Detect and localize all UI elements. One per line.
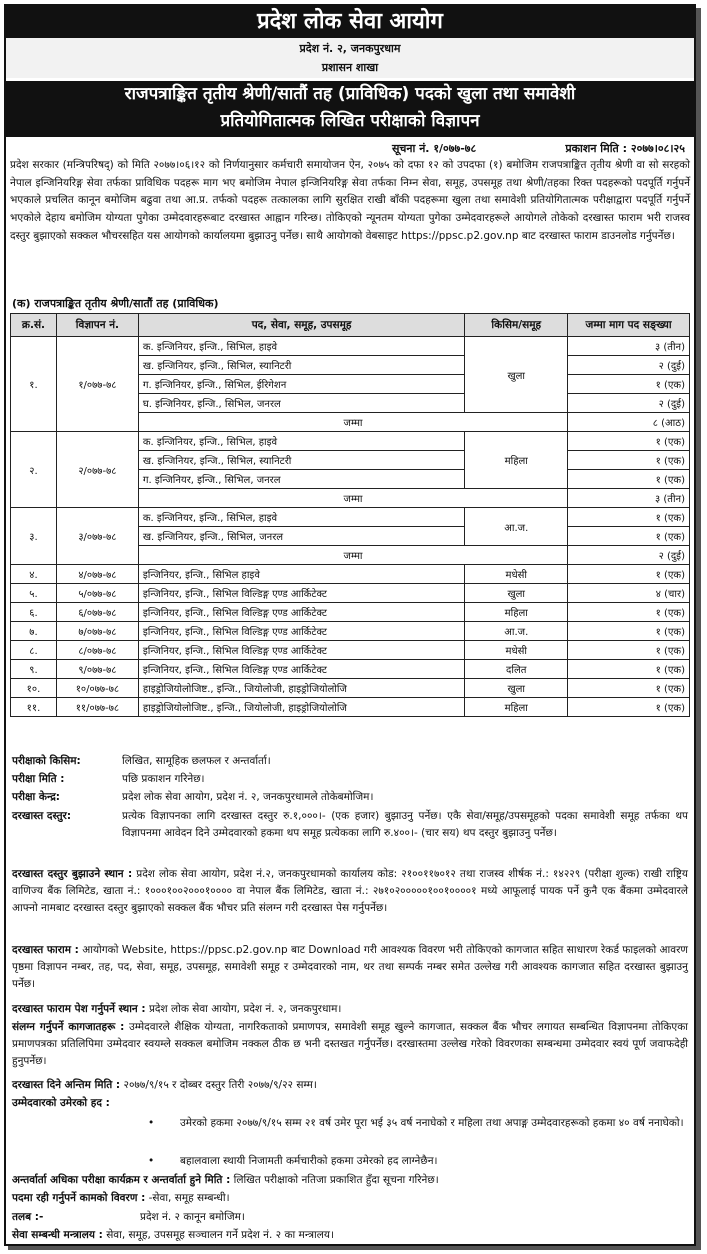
cell-adv-no: ९/०७७-७८ xyxy=(56,660,138,679)
cell-total: १ (एक) xyxy=(568,508,690,527)
cell-type: मधेसी xyxy=(465,641,568,660)
cell-post: इन्जिनियर, इन्जि., सिभिल विल्डिङ्ग एण्ड आर्किटेक्ट xyxy=(138,584,464,603)
cell-sn: ४. xyxy=(11,565,57,584)
cell-post: हाइड्रोजियोलोजिष्ट., इन्जि., जियोलोजी, हाइड्रोजियोलोजि xyxy=(138,679,464,698)
col-adv-no: विज्ञापन नं. xyxy=(56,314,138,337)
cell-type: महिला xyxy=(465,698,568,717)
exam-date-label: परीक्षा मिति : xyxy=(12,773,65,785)
cell-total: १ (एक) xyxy=(568,603,690,622)
cell-total: १ (एक) xyxy=(568,698,690,717)
table-row xyxy=(11,565,690,584)
cell-total: १ (एक) xyxy=(568,375,690,394)
cell-post: हाइड्रोजियोलोजिष्ट., इन्जि., जियोलोजी, हाइड्रोजियोलोजि xyxy=(138,698,464,717)
cell-post: ग. इन्जिनियर, इन्जि., सिभिल, ईरिगेशन xyxy=(138,375,464,394)
cell-sn: ११. xyxy=(11,698,57,717)
cell-type: महिला xyxy=(465,432,568,489)
cell-total: २ (दुई) xyxy=(568,356,690,375)
submit-place-label: दरखास्त फाराम पेश गर्नुपर्ने स्थान : xyxy=(12,1003,146,1015)
cell-post: ग. इन्जिनियर, इन्जि., सिभिल, जनरल xyxy=(138,470,464,489)
cell-total: ३ (तीन) xyxy=(568,337,690,356)
submit-place-row xyxy=(12,1001,688,1018)
cell-group-total: ८ (आठ) xyxy=(568,413,690,432)
table-row xyxy=(11,622,690,641)
cell-sn: १. xyxy=(11,337,57,432)
cell-adv-no: ८/०७७-७८ xyxy=(56,641,138,660)
docs-value: उम्मेदवारले शैक्षिक योग्यता, नागरिकताको प्रमाणपत्र, समावेशी समूह खुल्ने कागजात, सक्कल बैंक भौचर लगायत सम्बन्धित विज्ञापनमा तोकिएका प्रमाणपत्रका प्रतिलिपिमा उम्मेदवार स्वयम्ले सक्कल बमोजिम नक्कल ठीक छ भनी दस्तखत गर्नुपर्नेछ। दरखास्तमा उल्लेख गरेको विवरणका सम्बन्धमा उम्मेदवार स्वयं पूर्ण जवाफदेही हुनुपर्नेछ। xyxy=(12,1021,688,1067)
table-header-row xyxy=(11,314,690,337)
cell-type: खुला xyxy=(465,584,568,603)
salary-label: तलब :- xyxy=(12,1211,44,1223)
cell-sn: १०. xyxy=(11,679,57,698)
docs-row xyxy=(12,1019,688,1070)
interview-row xyxy=(12,1172,688,1189)
table-body xyxy=(11,337,690,717)
table-row xyxy=(11,679,690,698)
cell-total: १ (एक) xyxy=(568,565,690,584)
exam-type-row xyxy=(12,753,688,770)
commission-title: प्रदेश लोक सेवा आयोग xyxy=(6,6,694,38)
cell-type: आ.ज. xyxy=(465,622,568,641)
cell-adv-no: ३/०७७-७८ xyxy=(56,508,138,565)
heading-line-1: राजपत्राङ्कित तृतीय श्रेणी/सातौं तह (प्राविधिक) पदको खुला तथा समावेशी xyxy=(124,84,576,104)
interview-value: लिखित परीक्षाको नतिजा प्रकाशित हुँदा सूचना गरिनेछ। xyxy=(233,1174,439,1186)
cell-post: इन्जिनियर, इन्जि., सिभिल विल्डिङ्ग एण्ड आर्किटेक्ट xyxy=(138,660,464,679)
cell-total: १ (एक) xyxy=(568,470,690,489)
fee-value: प्रत्येक विज्ञापनका लागि दरखास्त दस्तुर रु.१,०००।- (एक हजार) बुझाउनु पर्नेछ। एकै सेवा/समूह/उपसमूहको पदका समावेशी समूह तर्फका थप विज्ञापनमा आवेदन दिने उम्मेदवारको हकमा थप समूह प्रत्येकका लागि रु.४००।- (चार सय) थप दस्तुर बुझाउनु पर्नेछ। xyxy=(122,810,688,839)
bullet-icon: • xyxy=(148,1155,155,1167)
exam-center-label: परीक्षा केन्द्र: xyxy=(12,791,60,803)
exam-type-value: लिखित, सामूहिक छलफल र अन्तर्वार्ता। xyxy=(122,755,271,767)
cell-total: ४ (चार) xyxy=(568,584,690,603)
work-value: -सेवा, समूह सम्बन्धी। xyxy=(148,1192,230,1204)
form-label: दरखास्त फाराम : xyxy=(12,944,79,956)
advertisement-heading xyxy=(6,81,694,137)
cell-post: ख. इन्जिनियर, इन्जि., सिभिल, जनरल xyxy=(138,527,464,546)
cell-type: खुला xyxy=(465,679,568,698)
fee-place-row xyxy=(12,866,688,917)
age-row xyxy=(12,1095,688,1112)
ministry-value: सेवा, समूह, उपसमूह सञ्चालन गर्ने प्रदेश नं. २ का मन्त्रालय। xyxy=(106,1229,334,1241)
cell-adv-no: १०/०७७-७८ xyxy=(56,679,138,698)
cell-total: १ (एक) xyxy=(568,527,690,546)
cell-total: १ (एक) xyxy=(568,432,690,451)
cell-adv-no: ११/०७७-७८ xyxy=(56,698,138,717)
exam-center-value: प्रदेश लोक सेवा आयोग, प्रदेश नं. २, जनकपुरधामले तोकेबमोजिम। xyxy=(122,791,374,803)
fee-place-value: प्रदेश लोक सेवा आयोग, प्रदेश नं.२, जनकपुरधामको कार्यालय कोड: २१००११७०१२ तथा राजस्व शीर्षक नं.: १४२२९ (परीक्षा शुल्क) राखी राष्ट्रिय वाणिज्य बैंक लिमिटेड, खाता नं.: १०००१००२०००१०००० वा नेपाल बैंक लिमिटेड, खाता नं.: २७१०२०००००१००१००००१ मध्ये आफूलाई पायक पर्ने कुनै एक बैंकमा उम्मेदवारले आफ्नो नामबाट दरखास्त दस्तुर बुझाएको सक्कल बैंक भौचर प्रति संलग्न गरी दरखास्त पेस गर्नुपर्नेछ। xyxy=(12,868,689,914)
cell-post: ख. इन्जिनियर, इन्जि., सिभिल, स्यानिटरी xyxy=(138,451,464,470)
table-row xyxy=(11,660,690,679)
cell-adv-no: २/०७७-७८ xyxy=(56,432,138,508)
cell-adv-no: ४/०७७-७८ xyxy=(56,565,138,584)
salary-value: प्रदेश नं. २ कानून बमोजिम। xyxy=(140,1211,245,1223)
fee-row xyxy=(12,808,688,839)
cell-adv-no: ६/०७७-७८ xyxy=(56,603,138,622)
cell-adv-no: १/०७७-७८ xyxy=(56,337,138,432)
col-type: किसिम/समूह xyxy=(465,314,568,337)
interview-label: अन्तर्वार्ता अधिका परीक्षा कार्यक्रम र अन्तर्वार्ता हुने मिति : xyxy=(12,1174,231,1186)
cell-sn: ७. xyxy=(11,622,57,641)
section-title: (क) राजपत्राङ्कित तृतीय श्रेणी/सातौं तह (प्राविधिक) xyxy=(12,297,219,310)
cell-post: क. इन्जिनियर, इन्जि., सिभिल, हाइवे xyxy=(138,337,464,356)
cell-post: घ. इन्जिनियर, इन्जि., सिभिल, जनरल xyxy=(138,394,464,413)
cell-post: इन्जिनियर, इन्जि., सिभिल विल्डिङ्ग एण्ड आर्किटेक्ट xyxy=(138,641,464,660)
bullet-icon: • xyxy=(148,1117,155,1129)
cell-type: दलित xyxy=(465,660,568,679)
cell-post: ख. इन्जिनियर, इन्जि., सिभिल, स्यानिटरी xyxy=(138,356,464,375)
exam-type-label: परीक्षाको किसिम: xyxy=(12,755,81,767)
cell-total-label: जम्मा xyxy=(138,489,567,508)
docs-label: संलग्न गर्नुपर्ने कागजातहरू : xyxy=(12,1021,125,1033)
frame-shadow-right xyxy=(696,8,701,1250)
cell-sn: ६. xyxy=(11,603,57,622)
deadline-label: दरखास्त दिने अन्तिम मिति : xyxy=(12,1079,121,1091)
vacancy-table xyxy=(10,313,690,717)
branch-line: प्रशासन शाखा xyxy=(321,61,379,74)
work-label: पदमा रही गर्नुपर्ने कामको विवरण : xyxy=(12,1192,146,1204)
cell-post: इन्जिनियर, इन्जि., सिभिल विल्डिङ्ग एण्ड आर्किटेक्ट xyxy=(138,603,464,622)
cell-total-label: जम्मा xyxy=(138,546,567,565)
form-row xyxy=(12,942,688,993)
work-row xyxy=(12,1190,688,1207)
cell-adv-no: ५/०७७-७८ xyxy=(56,584,138,603)
table-row xyxy=(11,432,690,451)
exam-date-row xyxy=(12,771,688,788)
province-line: प्रदेश नं. २, जनकपुरधाम xyxy=(299,42,401,55)
cell-sn: ३. xyxy=(11,508,57,565)
form-value: आयोगको Website, https://ppsc.p2.gov.np बाट Download गरी आवश्यक विवरण भरी तोकिएको कागजात सहित साधारण रेकर्ड फाइलको आवरण पृष्ठमा विज्ञापन नम्बर, तह, पद, सेवा, समूह, उपसमूह, समावेशी समूह र उम्मेदवारको नाम, थर तथा सम्पर्क नम्बर समेत उल्लेख गरी आवश्यक कागजात सहित दरखास्त बुझाउनु पर्नेछ। xyxy=(12,944,688,990)
ministry-row xyxy=(12,1227,688,1244)
cell-total-label: जम्मा xyxy=(138,413,567,432)
deadline-value: २०७७/९/१५ र दोब्बर दस्तुर तिरी २०७७/९/२२ सम्म। xyxy=(123,1079,317,1091)
fee-place-label: दरखास्त दस्तुर बुझाउने स्थान : xyxy=(12,868,133,880)
fee-label: दरखास्त दस्तुर: xyxy=(12,810,72,822)
cell-sn: ८. xyxy=(11,641,57,660)
table-row xyxy=(11,641,690,660)
salary-row xyxy=(12,1209,688,1226)
table-row xyxy=(11,584,690,603)
col-post: पद, सेवा, समूह, उपसमूह xyxy=(138,314,464,337)
frame-shadow-bottom xyxy=(8,1246,701,1250)
cell-sn: ५. xyxy=(11,584,57,603)
age-label: उम्मेदवारको उमेरको हद : xyxy=(12,1097,110,1109)
cell-group-total: २ (दुई) xyxy=(568,546,690,565)
heading-line-2: प्रतियोगितात्मक लिखित परीक्षाको विज्ञापन xyxy=(220,111,480,131)
deadline-row xyxy=(12,1077,688,1094)
ministry-label: सेवा सम्बन्धी मन्त्रालय : xyxy=(12,1229,103,1241)
cell-post: क. इन्जिनियर, इन्जि., सिभिल, हाइवे xyxy=(138,432,464,451)
cell-total: २ (दुई) xyxy=(568,394,690,413)
notice-number: सूचना नं. १/०७७-७८ xyxy=(392,142,477,155)
col-total: जम्मा माग पद सङ्ख्या xyxy=(568,314,690,337)
cell-total: १ (एक) xyxy=(568,451,690,470)
cell-type: महिला xyxy=(465,603,568,622)
cell-post: इन्जिनियर, इन्जि., सिभिल हाइवे xyxy=(138,565,464,584)
cell-total: १ (एक) xyxy=(568,641,690,660)
cell-post: क. इन्जिनियर, इन्जि., सिभिल, हाइवे xyxy=(138,508,464,527)
cell-total: १ (एक) xyxy=(568,622,690,641)
exam-center-row xyxy=(12,789,688,806)
cell-post: इन्जिनियर, इन्जि., सिभिल विल्डिङ्ग एण्ड आर्किटेक्ट xyxy=(138,622,464,641)
age-bullet-2: बहालवाला स्थायी निजामती कर्मचारीको हकमा उमेरको हद लाग्नेछैन। xyxy=(180,1155,438,1167)
cell-total: १ (एक) xyxy=(568,679,690,698)
table-row xyxy=(11,337,690,356)
cell-group-total: ३ (तीन) xyxy=(568,489,690,508)
table-row xyxy=(11,603,690,622)
cell-sn: २. xyxy=(11,432,57,508)
publication-date: प्रकाशन मिति : २०७७।०८।२५ xyxy=(565,142,685,155)
cell-adv-no: ७/०७७-७८ xyxy=(56,622,138,641)
cell-type: आ.ज. xyxy=(465,508,568,546)
age-bullet-1: उमेरको हकमा २०७७/९/१५ सम्म २१ वर्ष उमेर पूरा भई ३५ वर्ष ननाघेको र महिला तथा अपाङ्ग उम्मेदवारहरूको हकमा ४० वर्ष ननाघेको। xyxy=(180,1117,684,1129)
table-row xyxy=(11,698,690,717)
submit-place-value: प्रदेश लोक सेवा आयोग, प्रदेश नं. २, जनकपुरधाम। xyxy=(148,1003,342,1015)
cell-sn: ९. xyxy=(11,660,57,679)
intro-paragraph: प्रदेश सरकार (मन्त्रिपरिषद्) को मिति २०७७।०६।१२ को निर्णयानुसार कर्मचारी समायोजन ऐन, २०७५ को दफा १२ को उपदफा (१) बमोजिम राजपत्राङ्कित तृतीय श्रेणी वा सो सरहको नेपाल इन्जिनियरिङ्ग सेवा तर्फका प्राविधिक पदहरू माग भए बमोजिम नेपाल इन्जिनियरिङ्ग सेवा तर्फका निम्न सेवा, समूह, उपसमूह तथा श्रेणी/तहका रिक्त पदहरूको पदपूर्ति गर्नुपर्ने भएकाले प्रचलित कानून बमोजिम बढुवा तथा आ.प्र. तर्फको पदहरू तत्कालका लागि सुरक्षित राखी बाँकी पदहरूमा खुला तथा समावेशी प्रतियोगितात्मक परीक्षाद्वारा पदपूर्ति गर्नुपर्ने भएकोले देहाय बमोजिम योग्यता पुगेका उम्मेदवारहरूबाट दरखास्त आह्वान गरिन्छ। तोकिएको न्यूनतम योग्यता पुगेका उम्मेदवारहरूले आयोगले तोकेको दरखास्त फाराम भरी राजस्व दस्तुर बुझाएको सक्कल भौचरसहित यस आयोगको कार्यालयमा बुझाउनु पर्नेछ। साथै आयोगको वेबसाइट https://ppsc.p2.gov.np बाट दरखास्त फाराम डाउनलोड गर्नुपर्नेछ। xyxy=(10,159,690,242)
exam-date-value: पछि प्रकाशन गरिनेछ। xyxy=(122,773,205,785)
cell-total: १ (एक) xyxy=(568,660,690,679)
table-row xyxy=(11,508,690,527)
cell-type: मधेसी xyxy=(465,565,568,584)
cell-type: खुला xyxy=(465,337,568,413)
col-sn: क्र.सं. xyxy=(11,314,57,337)
